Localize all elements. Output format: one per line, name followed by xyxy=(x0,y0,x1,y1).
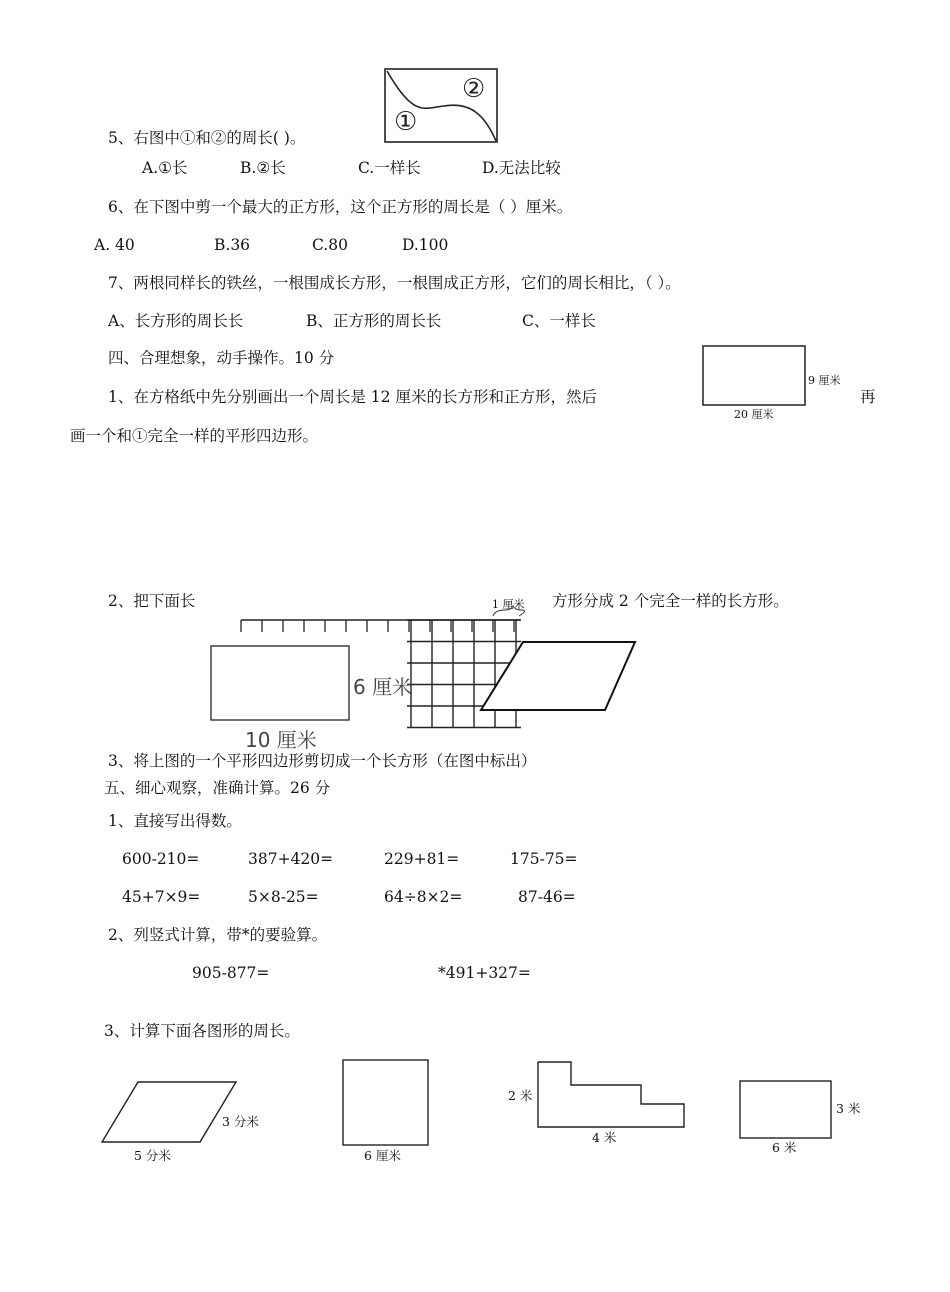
q6-fig-width-label: 20 厘米 xyxy=(734,408,774,421)
q6-option-b: B.36 xyxy=(214,236,251,254)
rectangle-height-label: 3 米 xyxy=(836,1101,861,1116)
parallelogram-side-label: 3 分米 xyxy=(222,1114,259,1129)
square-figure xyxy=(342,1059,430,1147)
q6-option-a: A. 40 xyxy=(94,236,135,254)
s4-q2-left: 2、把下面长 xyxy=(108,592,196,610)
q5-option-d: D.无法比较 xyxy=(482,159,561,177)
q7-option-a: A、长方形的周长长 xyxy=(108,312,244,330)
calc-item: 45+7×9= xyxy=(122,888,201,906)
rect-height-label: 6 厘米 xyxy=(353,675,413,699)
q5-question: 5、右图中①和②的周长( )。 xyxy=(108,129,306,147)
parallelogram-base-label: 5 分米 xyxy=(134,1148,171,1163)
step-shape-width-label: 4 米 xyxy=(592,1130,617,1145)
ruler-unit-label: 1 厘米 xyxy=(492,598,525,611)
rectangle-figure xyxy=(739,1080,833,1140)
s5-q1: 1、直接写出得数。 xyxy=(108,812,242,830)
calc-item: 5×8-25= xyxy=(248,888,319,906)
calc-item: 387+420= xyxy=(248,850,334,868)
section5-title: 五、细心观察，准确计算。26 分 xyxy=(104,779,331,797)
section4-title: 四、合理想象，动手操作。10 分 xyxy=(108,349,335,367)
vertical-calc-item: 905-877= xyxy=(192,964,270,982)
q5-option-b: B.②长 xyxy=(240,159,286,177)
q7-option-b: B、正方形的周长长 xyxy=(306,312,442,330)
s4-q1-line2: 画一个和①完全一样的平形四边形。 xyxy=(70,427,319,445)
q5-fig-label-2: ② xyxy=(462,74,486,104)
q7-option-c: C、一样长 xyxy=(522,312,596,330)
s5-q2: 2、列竖式计算，带*的要验算。 xyxy=(108,926,328,944)
rect-width-label: 10 厘米 xyxy=(245,728,317,752)
rectangle-width-label: 6 米 xyxy=(772,1140,797,1155)
grid-paper-figure xyxy=(205,610,645,730)
step-shape-figure xyxy=(537,1061,687,1129)
q7-question: 7、两根同样长的铁丝，一根围成长方形，一根围成正方形，它们的周长相比，（ ）。 xyxy=(108,274,681,292)
q5-option-c: C.一样长 xyxy=(358,159,421,177)
s4-q1-line1: 1、在方格纸中先分别画出一个周长是 12 厘米的长方形和正方形，然后 xyxy=(108,388,597,406)
q6-rectangle-figure xyxy=(702,345,806,407)
s5-q3: 3、计算下面各图形的周长。 xyxy=(104,1022,300,1040)
calc-item: 64÷8×2= xyxy=(384,888,463,906)
s4-q2-right: 方形分成 2 个完全一样的长方形。 xyxy=(552,592,789,610)
q5-fig-label-1: ① xyxy=(394,107,418,137)
calc-item: 229+81= xyxy=(384,850,460,868)
calc-item: 600-210= xyxy=(122,850,200,868)
q6-option-c: C.80 xyxy=(312,236,348,254)
q5-option-a: A.①长 xyxy=(142,159,188,177)
square-side-label: 6 厘米 xyxy=(364,1148,401,1163)
step-shape-height-label: 2 米 xyxy=(508,1088,533,1103)
q6-fig-height-label: 9 厘米 xyxy=(808,374,841,387)
q6-option-d: D.100 xyxy=(402,236,449,254)
parallelogram-figure xyxy=(100,1080,240,1146)
calc-item: 175-75= xyxy=(510,850,578,868)
s4-q1-tail: 再 xyxy=(860,388,876,406)
q6-question: 6、在下图中剪一个最大的正方形，这个正方形的周长是（ ）厘米。 xyxy=(108,198,573,216)
calc-item: 87-46= xyxy=(518,888,576,906)
vertical-calc-item: *491+327= xyxy=(438,964,531,982)
s4-q3: 3、将上图的一个平形四边形剪切成一个长方形（在图中标出） xyxy=(108,752,537,770)
